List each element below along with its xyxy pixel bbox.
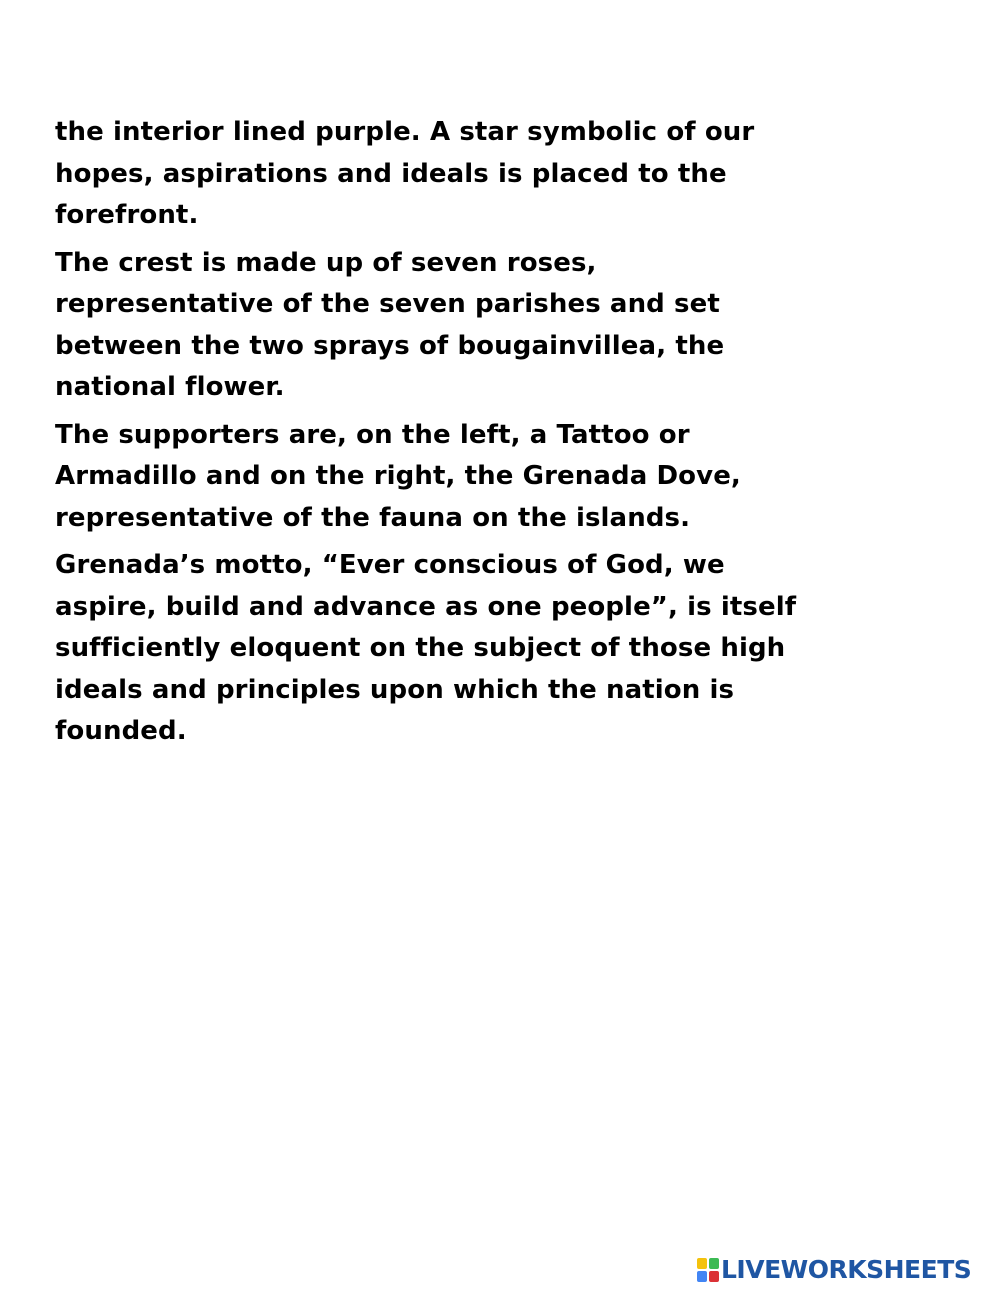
text-line: sufficiently eloquent on the subject of those high <box>55 633 786 663</box>
logo-tile <box>709 1271 719 1282</box>
body-text <box>55 112 915 759</box>
paragraph-crest <box>55 243 915 409</box>
text-line: Armadillo and on the right, the Grenada Dove, <box>55 461 741 491</box>
liveworksheets-logo-icon <box>697 1258 719 1282</box>
text-line: between the two sprays of bougainvillea, the <box>55 330 725 361</box>
liveworksheets-logo <box>697 1256 971 1284</box>
text-line: The crest is made up of seven roses, <box>55 247 597 278</box>
text-line: aspire, build and advance as one people”, is itself <box>55 591 797 622</box>
text-line: Grenada’s motto, “Ever conscious of God, we <box>55 550 725 580</box>
logo-tile <box>697 1258 707 1269</box>
paragraph-interior <box>55 112 915 237</box>
text-line: representative of the seven parishes and set <box>55 289 720 319</box>
text-line: founded. <box>55 716 187 746</box>
text-line: ideals and principles upon which the nation is <box>55 674 735 705</box>
text-line: representative of the fauna on the islands. <box>55 502 691 533</box>
text-line: The supporters are, on the left, a Tattoo or <box>55 419 690 450</box>
logo-tile <box>697 1271 707 1282</box>
text-line: forefront. <box>55 200 199 230</box>
text-line: hopes, aspirations and ideals is placed to the <box>55 158 727 189</box>
text-line: national flower. <box>55 372 285 402</box>
paragraph-motto <box>55 545 915 753</box>
logo-text: LIVEWORKSHEETS <box>721 1255 972 1284</box>
paragraph-supporters <box>55 415 915 540</box>
text-line: the interior lined purple. A star symbolic of our <box>55 117 755 147</box>
logo-tile <box>709 1258 719 1269</box>
